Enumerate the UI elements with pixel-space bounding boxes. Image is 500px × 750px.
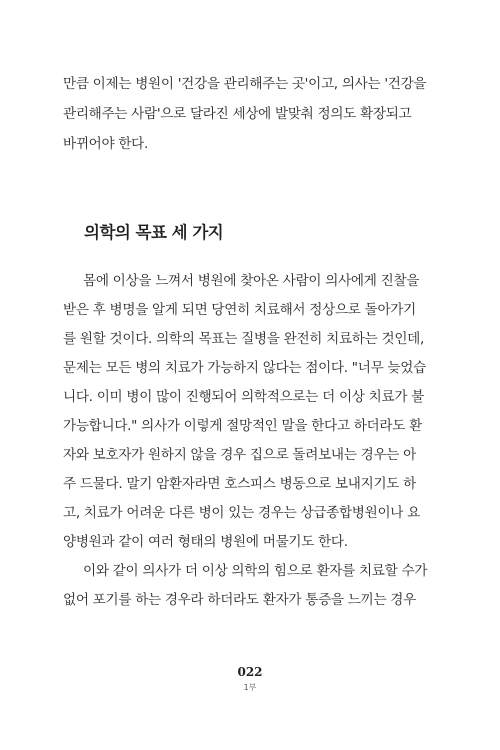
section-heading: 의학의 목표 세 가지 — [84, 223, 224, 242]
paragraph-line: 고, 치료가 어려운 다른 병이 있는 경우는 상급종합병원이나 요 — [63, 505, 420, 521]
paragraph-line: 관리해주는 사람'으로 달라진 세상에 발맞춰 정의도 확장되고 — [63, 106, 412, 122]
paragraph-line: 를 원할 것이다. 의학의 목표는 질병을 완전히 치료하는 것인데, — [63, 331, 424, 347]
paragraph-line: 문제는 모든 병의 치료가 가능하지 않다는 점이다. "너무 늦었습 — [63, 360, 426, 376]
paragraph-line: 주 드물다. 말기 암환자라면 호스피스 병동으로 보내지기도 하 — [63, 476, 416, 492]
paragraph-line: 없어 포기를 하는 경우라 하더라도 환자가 통증을 느끼는 경우 — [63, 592, 416, 608]
page-number: 022 — [237, 665, 263, 679]
paragraph-line: 니다. 이미 병이 많이 진행되어 의학적으로는 더 이상 치료가 불 — [63, 389, 424, 405]
paragraph-line: 양병원과 같이 여러 형태의 병원에 머물기도 한다. — [63, 534, 348, 550]
paragraph-line: 만큼 이제는 병원이 '건강을 관리해주는 곳'이고, 의사는 '건강을 — [63, 76, 427, 92]
paragraph-line: 바뀌어야 한다. — [63, 136, 149, 152]
paragraph-line: 가능합니다." 의사가 이렇게 절망적인 말을 한다고 하더라도 환 — [63, 418, 422, 434]
paragraph-line: 몸에 이상을 느껴서 병원에 찾아온 사람이 의사에게 진찰을 — [83, 273, 420, 289]
paragraph-line: 자와 보호자가 원하지 않을 경우 집으로 돌려보내는 경우는 아 — [63, 447, 416, 463]
paragraph-line: 이와 같이 의사가 더 이상 의학의 힘으로 환자를 치료할 수가 — [83, 563, 428, 579]
paragraph-line: 받은 후 병명을 알게 되면 당연히 치료해서 정상으로 돌아가기 — [63, 302, 416, 318]
part-label: 1부 — [243, 683, 257, 692]
